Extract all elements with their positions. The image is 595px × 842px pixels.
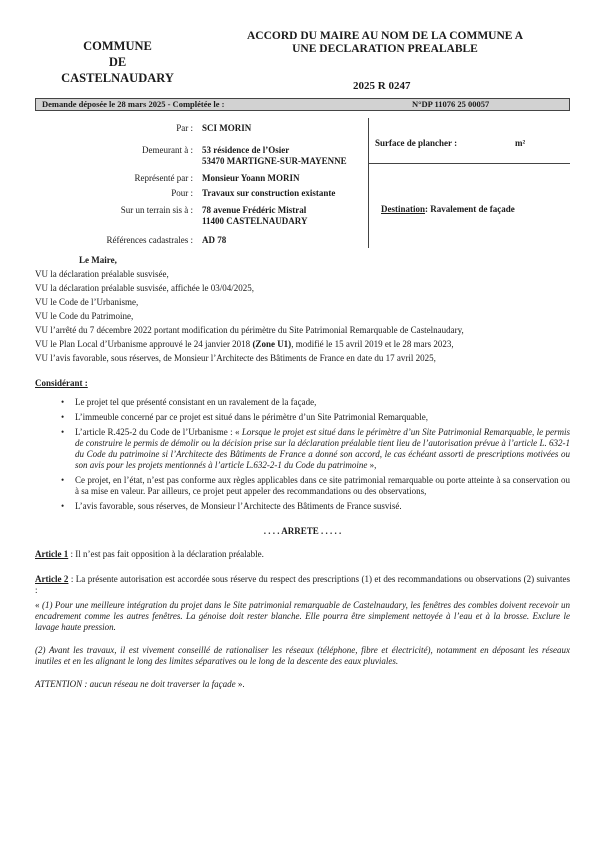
vu-line: VU l’arrêté du 7 décembre 2022 portant modification du périmètre du Site Patrimonial Remarquable de Castelnaudary, — [35, 325, 464, 335]
arrete-heading: . . . . ARRETE . . . . . — [263, 526, 342, 536]
info-value: Monsieur Yoann MORIN — [202, 173, 300, 183]
commune-line: COMMUNE — [83, 39, 152, 53]
considerant-item: • L’immeuble concerné par ce projet est situé dans le périmètre d’un Site Patrimonial Remarquable, — [55, 412, 570, 423]
recommendation-2: (2) Avant les travaux, il est vivement conseillé de rationaliser les réseaux (téléphone, fibre et électricité), notamment en déposant les réseaux inutiles et en les alignant le long des limites séparatives ou le long de la descente des eaux pluviales. — [35, 645, 570, 666]
considerant-text: », — [367, 460, 377, 470]
commune-name — [40, 38, 195, 86]
table-divider — [368, 118, 369, 248]
destination-label: Destination — [381, 204, 426, 214]
surface-unit: m² — [515, 138, 526, 148]
article-1-label: Article 1 — [35, 549, 69, 559]
info-label: Représenté par : — [134, 173, 193, 183]
demande-bar — [35, 98, 570, 111]
title-line: UNE DECLARATION PREALABLE — [292, 43, 478, 55]
destination — [381, 204, 515, 214]
destination-value: : Ravalement de façade — [425, 204, 515, 214]
considerant-item: • L’avis favorable, sous réserves, de Monsieur l’Architecte des Bâtiments de France susvisé. — [55, 501, 570, 512]
table-divider — [368, 163, 570, 164]
demande-date: Demande déposée le 28 mars 2025 - Complétée le : — [42, 99, 225, 109]
considerant-item: • Ce projet, en l’état, n’est pas conforme aux règles applicables dans ce site patrimonial remarquable ou porte atteinte à sa conservation ou à sa mise en valeur. Par ailleurs, ce projet peut appeler des recommandations ou des observations, — [55, 475, 570, 497]
attention-text: ATTENTION : aucun réseau ne doit traverser la façade — [35, 679, 236, 689]
surface-plancher — [375, 138, 526, 148]
document-body — [35, 255, 570, 690]
vu-line: VU le Code du Patrimoine, — [35, 311, 134, 321]
article-1-text: : Il n’est pas fait opposition à la déclaration préalable. — [68, 549, 264, 559]
considerant-list — [55, 397, 570, 512]
info-label: Par : — [176, 123, 193, 133]
arrete-reference: 2025 R 0247 — [353, 80, 411, 92]
commune-line: DE — [108, 55, 127, 69]
vu-plu-line — [35, 339, 570, 350]
commune-line: CASTELNAUDARY — [61, 71, 174, 85]
info-value: 78 avenue Frédéric Mistral — [202, 205, 307, 215]
info-label: Demeurant à : — [142, 145, 193, 155]
vu-line: VU le Code de l’Urbanisme, — [35, 297, 139, 307]
info-table — [35, 118, 570, 248]
dossier-number: N°DP 11076 25 00057 — [412, 99, 490, 109]
info-value: AD 78 — [202, 235, 227, 245]
info-label: Pour : — [171, 188, 193, 198]
considerant-item — [55, 427, 570, 471]
info-value: Travaux sur construction existante — [202, 188, 336, 198]
vu-line: VU l’avis favorable, sous réserves, de Monsieur l’Architecte des Bâtiments de France en date du 17 avril 2025, — [35, 353, 436, 363]
article-1 — [35, 549, 570, 560]
info-value: 11400 CASTELNAUDARY — [202, 216, 308, 226]
info-value: SCI MORIN — [202, 123, 252, 133]
maire-heading: Le Maire, — [79, 255, 117, 265]
quoted-article: Lorsque le projet est situé dans le périmètre d’un Site Patrimonial Remarquable, le permis de construire le permis de démolir ou la décision prise sur la déclaration préalable tient lieu de l’autorisation prévue à l’article L. 632-1 du Code du patrimoine si l’Architecte des Bâtiments de France a donné son accord, le cas échéant assorti de prescriptions motivées ou son avis pour les projets mentionnés à l’article L.632-2-1 du Code du patrimoine — [75, 427, 570, 470]
considerant-heading: Considérant : — [35, 378, 88, 388]
article-2-text: : La présente autorisation est accordée sous réserve du respect des prescriptions (1) et des recommandations ou observations (2) suivantes : — [35, 574, 570, 595]
quote-mark: « — [35, 600, 42, 610]
considerant-text: L’article R.425-2 du Code de l’Urbanisme : « — [75, 427, 242, 437]
info-value: 53 résidence de l’Osier — [202, 145, 290, 155]
vu-plu-text: VU le Plan Local d’Urbanisme approuvé le 24 janvier 2018 — [35, 339, 253, 349]
info-label: Sur un terrain sis à : — [120, 205, 193, 215]
article-2 — [35, 574, 570, 596]
zone-label: (Zone U1) — [252, 339, 292, 349]
document-title — [205, 30, 565, 56]
article-2-label: Article 2 — [35, 574, 69, 584]
prescription-text: (1) Pour une meilleure intégration du projet dans le Site patrimonial remarquable de Castelnaudary, les fenêtres des combles doivent recevoir un encadrement comme les autres fenêtres. La génoise doit rester blanche. Elle pourra être simplement nettoyée à l’eau et à la brosse. Exclure le lavage haute pression. — [35, 600, 570, 632]
surface-label: Surface de plancher : — [375, 138, 458, 148]
attention-note — [35, 679, 570, 690]
prescription-1 — [35, 600, 570, 633]
quote-mark: ». — [235, 679, 245, 689]
vu-line: VU la déclaration préalable susvisée, — [35, 269, 169, 279]
vu-line: VU la déclaration préalable susvisée, affichée le 03/04/2025, — [35, 283, 255, 293]
info-label: Références cadastrales : — [106, 235, 193, 245]
considerant-item: • Le projet tel que présenté consistant en un ravalement de la façade, — [55, 397, 570, 408]
vu-plu-text: , modifié le 15 avril 2019 et le 28 mars 2023, — [291, 339, 454, 349]
info-value: 53470 MARTIGNE-SUR-MAYENNE — [202, 156, 347, 166]
title-line: ACCORD DU MAIRE AU NOM DE LA COMMUNE A — [247, 30, 523, 42]
